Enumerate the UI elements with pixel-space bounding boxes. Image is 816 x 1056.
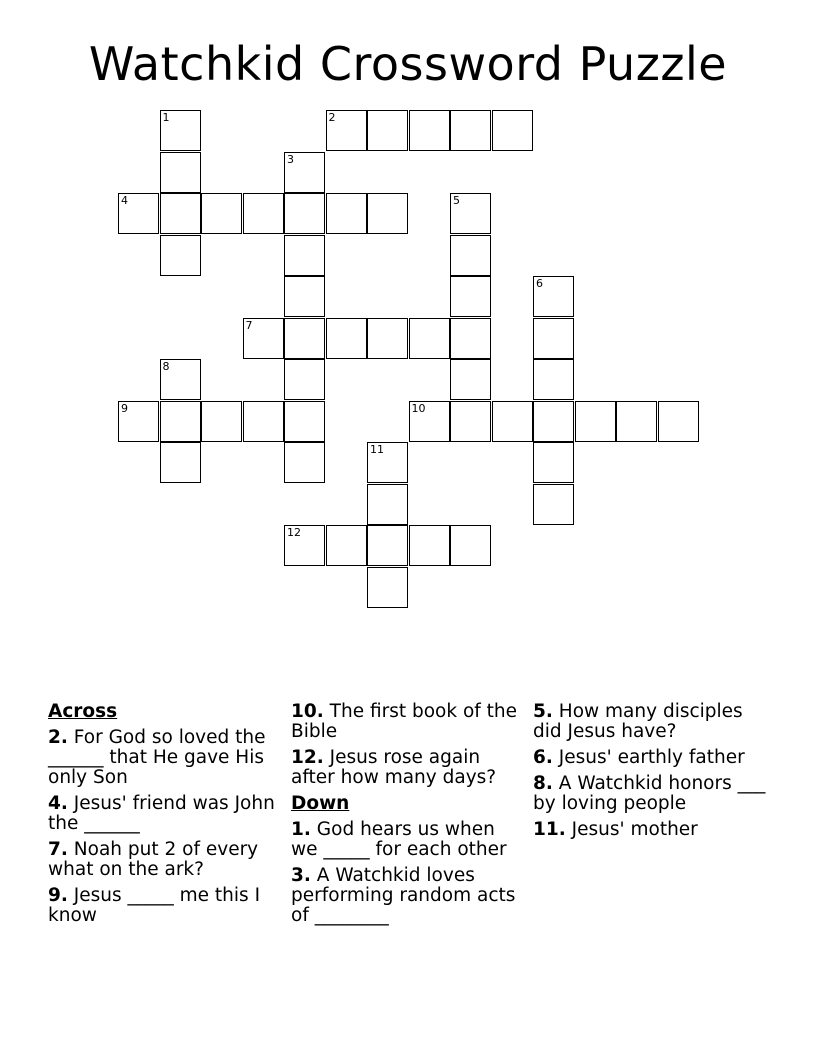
- grid-cell[interactable]: [284, 401, 325, 442]
- clue-column-1: [48, 702, 280, 932]
- grid-cell[interactable]: [284, 276, 325, 317]
- clue-number: 12.: [291, 747, 324, 768]
- grid-cell[interactable]: [367, 318, 408, 359]
- clue-across-4: [48, 794, 280, 834]
- clue-number: 8.: [533, 773, 553, 794]
- grid-cell[interactable]: [201, 193, 242, 234]
- clue-text: A Watchkid honors ___ by loving people: [533, 773, 766, 814]
- grid-cell[interactable]: [118, 193, 159, 234]
- clue-number: 10.: [291, 701, 324, 722]
- clue-number: 11.: [533, 819, 566, 840]
- grid-cell[interactable]: [450, 235, 491, 276]
- clue-number: 5.: [533, 701, 553, 722]
- cell-number: 2: [328, 111, 336, 124]
- grid-cell[interactable]: [160, 235, 201, 276]
- clue-across-12: [291, 748, 527, 788]
- grid-cell[interactable]: [658, 401, 699, 442]
- clue-text: God hears us when we _____ for each other: [291, 819, 507, 860]
- down-heading: Down: [291, 793, 350, 814]
- grid-cell[interactable]: [243, 193, 284, 234]
- clue-text: Jesus' earthly father: [558, 747, 745, 768]
- cell-number: 8: [162, 360, 170, 373]
- grid-cell[interactable]: [450, 401, 491, 442]
- grid-cell[interactable]: [326, 525, 367, 566]
- grid-cell[interactable]: [450, 318, 491, 359]
- grid-cell[interactable]: [201, 401, 242, 442]
- clue-down-1: [291, 820, 527, 860]
- clue-text: Noah put 2 of every what on the ark?: [48, 839, 259, 880]
- cell-number: 5: [453, 194, 460, 207]
- clue-text: Jesus _____ me this I know: [48, 885, 261, 926]
- grid-cell[interactable]: [492, 401, 533, 442]
- clue-down-3: [291, 866, 527, 926]
- grid-cell[interactable]: [118, 401, 159, 442]
- grid-cell[interactable]: [575, 401, 616, 442]
- clue-text: Jesus rose again after how many days?: [291, 747, 497, 788]
- grid-cell[interactable]: [284, 193, 325, 234]
- grid-cell[interactable]: [450, 193, 491, 234]
- clue-number: 7.: [48, 839, 68, 860]
- cell-number: 1: [162, 111, 170, 124]
- clue-number: 3.: [291, 865, 311, 886]
- grid-cell[interactable]: [160, 442, 201, 483]
- grid-cell[interactable]: [450, 525, 491, 566]
- clue-down-8: [533, 774, 769, 814]
- grid-cell[interactable]: [533, 442, 574, 483]
- grid-cell[interactable]: [160, 110, 201, 151]
- clue-across-10: [291, 702, 527, 742]
- grid-cell[interactable]: [243, 318, 284, 359]
- clue-number: 1.: [291, 819, 311, 840]
- clue-text: The first book of the Bible: [291, 701, 518, 742]
- cell-number: 3: [287, 152, 294, 166]
- grid-cell[interactable]: [533, 318, 574, 359]
- clue-across-7: [48, 840, 280, 880]
- grid-cell[interactable]: [533, 401, 574, 442]
- grid-cell[interactable]: [367, 567, 408, 608]
- grid-cell[interactable]: [616, 401, 657, 442]
- grid-cell[interactable]: [243, 401, 284, 442]
- cell-number: 11: [370, 443, 384, 456]
- grid-cell[interactable]: [284, 359, 325, 400]
- grid-cell[interactable]: [367, 525, 408, 566]
- cell-number: 10: [411, 401, 426, 415]
- clue-column-2: [291, 702, 527, 932]
- clue-text: For God so loved the ______ that He gave His only Son: [48, 727, 266, 788]
- grid-cell[interactable]: [367, 193, 408, 234]
- page-title: Watchkid Crossword Puzzle: [88, 37, 728, 91]
- grid-cell[interactable]: [409, 318, 450, 359]
- cell-number: 12: [287, 526, 301, 539]
- grid-cell[interactable]: [533, 359, 574, 400]
- clue-text: Jesus' friend was John the ______: [48, 793, 275, 834]
- clue-number: 2.: [48, 727, 68, 748]
- cell-number: 4: [121, 194, 128, 207]
- grid-cell[interactable]: [409, 110, 450, 151]
- grid-cell[interactable]: [160, 193, 201, 234]
- clue-number: 6.: [533, 747, 553, 768]
- clue-down-5: [533, 702, 769, 742]
- cell-number: 9: [121, 401, 128, 415]
- grid-cell[interactable]: [160, 152, 201, 193]
- cell-number: 7: [245, 318, 253, 332]
- grid-cell[interactable]: [367, 110, 408, 151]
- grid-cell[interactable]: [367, 484, 408, 525]
- clue-number: 9.: [48, 885, 68, 906]
- grid-cell[interactable]: [450, 110, 491, 151]
- grid-cell[interactable]: [450, 276, 491, 317]
- clue-text: How many disciples did Jesus have?: [533, 701, 743, 742]
- across-heading: Across: [48, 701, 118, 722]
- clue-column-3: [533, 702, 769, 846]
- grid-cell[interactable]: [326, 193, 367, 234]
- grid-cell[interactable]: [533, 484, 574, 525]
- grid-cell[interactable]: [367, 442, 408, 483]
- grid-cell[interactable]: [284, 152, 325, 193]
- clue-across-2: [48, 728, 280, 788]
- clue-text: Jesus' mother: [571, 819, 698, 840]
- grid-cell[interactable]: [284, 318, 325, 359]
- cell-number: 6: [536, 277, 543, 290]
- grid-cell[interactable]: [284, 442, 325, 483]
- clue-across-9: [48, 886, 280, 926]
- grid-cell[interactable]: [326, 110, 367, 151]
- grid-cell[interactable]: [160, 359, 201, 400]
- grid-cell[interactable]: [409, 401, 450, 442]
- grid-cell[interactable]: [326, 318, 367, 359]
- grid-cell[interactable]: [533, 276, 574, 317]
- grid-cell[interactable]: [450, 359, 491, 400]
- grid-cell[interactable]: [492, 110, 533, 151]
- clue-down-11: [533, 820, 769, 840]
- grid-cell[interactable]: [409, 525, 450, 566]
- grid-cell[interactable]: [284, 235, 325, 276]
- clue-number: 4.: [48, 793, 68, 814]
- grid-cell[interactable]: [160, 401, 201, 442]
- clue-down-6: [533, 748, 769, 768]
- grid-cell[interactable]: [284, 525, 325, 566]
- clue-text: A Watchkid loves performing random acts of ________: [291, 865, 516, 926]
